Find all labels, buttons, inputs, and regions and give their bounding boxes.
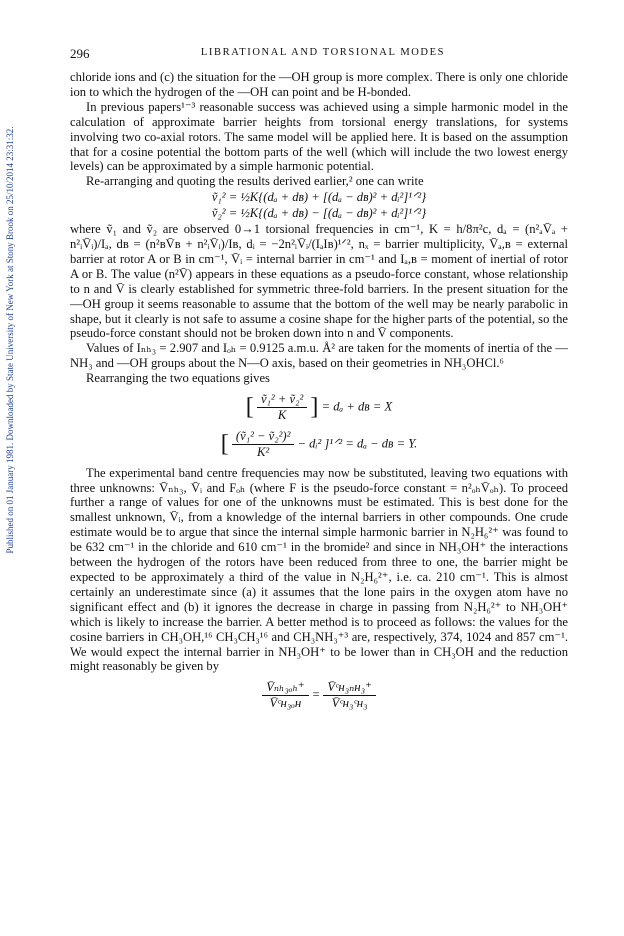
equation-3-rhs: = dₐ + dʙ = X bbox=[321, 399, 393, 414]
paragraph-4: where ṽ₁ and ṽ₂ are observed 0→1 torsional frequencies in cm⁻¹, K = h/8π²c, dₐ = (n²ₐV̄ₐ + n²ᵢV̄ᵢ)/Iₐ, dʙ = (n²ʙV̄ʙ + n²ᵢV̄ᵢ)/Iʙ, dᵢ = −2n²ᵢV̄ᵢ/(IₐIʙ)¹ᐟ², nₓ = barrier multiplicity, V̄ₐ,ʙ = external barrier at rotor A or B in cm⁻¹, V̄ᵢ = internal barrier in cm⁻¹ and Iₐ,ʙ = moment of inertial of rotor A or B. The value (n²V̄) appears in these equations as a pseudo-force constant, whose relationship to n and V̄ is clearly established for symmetric three-fold barriers. In the present situation for the —OH group it seems reasonable to assume that the bottom of the well may be nearly parabolic in shape, but it clearly is not safe to assume a cosine shape for the higher parts of the potential, so the pseudo-force constant should not be broken down into n and V̄ components. bbox=[70, 222, 568, 341]
download-watermark bbox=[2, 70, 18, 610]
download-watermark-text: Published on 01 January 1981. Downloaded by State University of New York at Stony Brook on 25/10/2014 23:31:32. bbox=[5, 126, 15, 554]
paragraph-6: Rearranging the two equations gives bbox=[86, 371, 270, 386]
equation-5-left-denominator: V̄ᶜʜ₃ₒʜ bbox=[269, 696, 302, 711]
paragraph-1: chloride ions and (c) the situation for the —OH group is more complex. There is only one chloride ion to which the hydrogen of the —OH can point and be H-bonded. bbox=[70, 70, 568, 99]
equation-4-numerator: (ṽ₁² − ṽ₂²)² bbox=[232, 429, 294, 445]
equation-4: [ $\frac{\text{(ṽ₁² − ṽ₂²)²}}{\text{K²}}$ − dᵢ² ]¹ᐟ² = dₐ − dʙ = Y. bbox=[220, 428, 418, 459]
paragraph-5: Values of Iₙₕ₃ = 2.907 and Iₒₕ = 0.9125 a.m.u. Å² are taken for the moments of inertia of the —NH₃ and —OH groups about the N—O axis, based on their geometries in NH₃OHCl.⁶ bbox=[70, 341, 568, 371]
equation-3-denominator: K bbox=[277, 407, 287, 422]
paragraph-3: Re-arranging and quoting the results derived earlier,² one can write bbox=[86, 174, 424, 189]
paragraph-2: In previous papers¹⁻³ reasonable success was achieved using a simple harmonic model in the calculation of approximate barrier heights from torsional energy translations, for systems involving two co-axial rotors. The same model will be applied here. It is based on the assumption that for a cosine potential the bottom parts of the well (which will include the two lowest energy levels) can be approximated by a simple harmonic potential. bbox=[70, 99, 568, 174]
equation-4-denominator: K² bbox=[257, 444, 270, 459]
equation-5-right-fraction bbox=[323, 680, 375, 711]
equation-2: ṽ₂² = ½K{(dₐ + dʙ) − [(dₐ − dʙ)² + dᵢ²]¹ᐟ²} bbox=[211, 206, 427, 221]
equation-3-fraction bbox=[257, 392, 307, 423]
equation-4-middle: − dᵢ² bbox=[297, 436, 322, 451]
equation-5-equals: = bbox=[311, 687, 321, 702]
equation-1: ṽ₁² = ½K{(dₐ + dʙ) + [(dₐ − dʙ)² + dᵢ²]¹ᐟ²} bbox=[211, 190, 427, 205]
page-number: 296 bbox=[70, 46, 90, 61]
equation-3-numerator: ṽ₁² + ṽ₂² bbox=[257, 392, 307, 408]
equation-4-fraction bbox=[232, 429, 294, 460]
equation-5-right-denominator: V̄ᶜʜ₃ᶜʜ₃ bbox=[331, 696, 368, 711]
equation-3: [ $\frac{\text{ṽ₁² + ṽ₂²}}{K}$ ] = dₐ + dʙ = X bbox=[245, 392, 393, 422]
equation-5-right-numerator: V̄ᶜʜ₃ₙʜ₃⁺ bbox=[323, 680, 375, 696]
equation-5-left-numerator: V̄ₙₕ₃ₒₕ⁺ bbox=[262, 680, 308, 696]
equation-5 bbox=[70, 680, 568, 711]
equation-5-left-fraction bbox=[262, 680, 308, 711]
running-title: LIBRATIONAL AND TORSIONAL MODES bbox=[200, 47, 446, 58]
paragraph-7: The experimental band centre frequencies may now be substituted, leaving two equations with three unknowns: V̄ₙₕ₃, V̄ᵢ and Fₒₕ (where F is the pseudo-force constant = n²ₒₕV̄ₒₕ). To proceed further a range of values for one of the unknowns must be estimated. This is best done for the smallest unknown, V̄ᵢ, from a knowledge of the internal barriers in other compounds. One crude estimate would be to argue that since the internal simple harmonic barrier in N₂H₆²⁺ was found to be 632 cm⁻¹ in the chloride and 610 cm⁻¹ in the bromide² and since in NH₃OH⁺ the interactions between the hydrogen of the rotors have been reduced from three to one, the barrier might be expected to be approximately a third of the value in N₂H₆²⁺, i.e. ca. 210 cm⁻¹. This is almost certainly an underestimate since (a) it assumes that the lone pairs in the oxygen atom have no significant effect and (b) it ignores the decrease in charge in passing from N₂H₆²⁺ to NH₃OH⁺ which is likely to increase the barrier. A better method is to proceed as follows: the values for the cosine barriers in CH₃OH,¹⁶ CH₃CH₃¹⁶ and CH₃NH₃⁺³ are, respectively, 374, 1024 and 857 cm⁻¹. We would expect the internal barrier in NH₃OH⁺ to be lower than in CH₃OH and the reduction might reasonably be given by bbox=[70, 465, 568, 674]
page-header bbox=[70, 46, 576, 62]
article-body bbox=[70, 70, 568, 717]
equation-4-rhs: ]¹ᐟ² = dₐ − dʙ = Y. bbox=[324, 436, 418, 451]
